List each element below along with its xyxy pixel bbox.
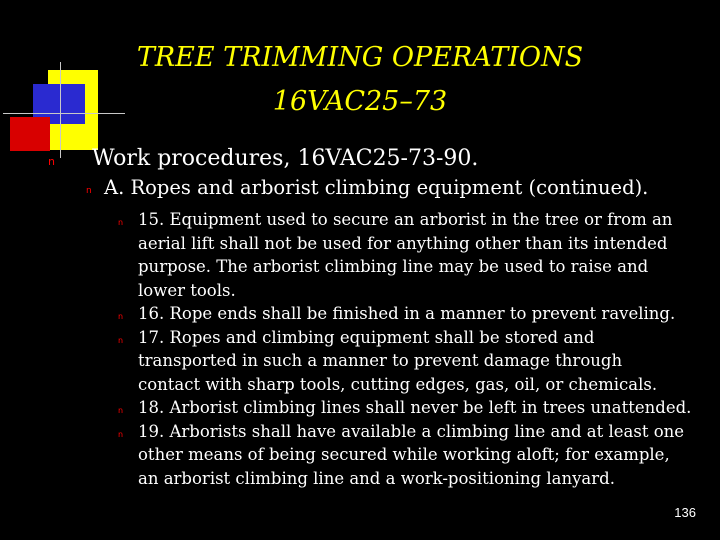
decor-red-square <box>10 117 50 151</box>
item-17-line-3: contact with sharp tools, cutting edges, gas, oil, or chemicals. <box>138 374 658 394</box>
list-item <box>118 208 698 302</box>
title-line-1: TREE TRIMMING OPERATIONS <box>136 42 584 73</box>
list-item <box>118 420 698 491</box>
item-17-line-2: transported in such a manner to prevent damage through <box>138 351 623 370</box>
decor-yellow-square-lower <box>48 120 98 150</box>
item-19-line-1: 19. Arborists shall have available a climbing line and at least one <box>138 421 685 441</box>
decor-vertical-line <box>60 62 61 158</box>
bullet-icon: n <box>118 335 124 345</box>
item-18-line-1: 18. Arborist climbing lines shall never be left in trees unattended. <box>138 398 692 417</box>
bullet-level2-icon: n <box>86 186 92 196</box>
list-item <box>118 302 698 326</box>
item-15-line-2: aerial lift shall not be used for anything other than its intended <box>138 233 668 253</box>
item-17-line-1: 17. Ropes and climbing equipment shall be stored and <box>138 327 595 347</box>
item-15-line-4: lower tools. <box>138 280 236 300</box>
bullet-icon: n <box>118 429 124 439</box>
bullet-icon: n <box>118 406 124 415</box>
slide-title <box>90 36 630 124</box>
page-number: 136 <box>674 505 696 520</box>
list-item <box>118 326 698 397</box>
item-15-line-1: 15. Equipment used to secure an arborist in the tree or from an <box>138 210 673 229</box>
item-16-line-1: 16. Rope ends shall be finished in a manner to prevent raveling. <box>138 304 676 323</box>
item-15-line-3: purpose. The arborist climbing line may be used to raise and <box>138 257 649 276</box>
level1-text: Work procedures, 16VAC25-73-90. <box>92 146 479 171</box>
list-item <box>118 396 698 420</box>
bullet-icon: n <box>118 312 124 321</box>
title-line-2: 16VAC25–73 <box>272 86 448 117</box>
bullet-icon: n <box>118 218 124 227</box>
level2-text: A. Ropes and arborist climbing equipment (continued). <box>104 176 649 199</box>
item-19-line-3: an arborist climbing line and a work-positioning lanyard. <box>138 468 615 488</box>
item-19-line-2: other means of being secured while working aloft; for example, <box>138 445 670 464</box>
bullet-level1-icon: n <box>48 155 55 168</box>
procedure-list <box>118 208 698 490</box>
